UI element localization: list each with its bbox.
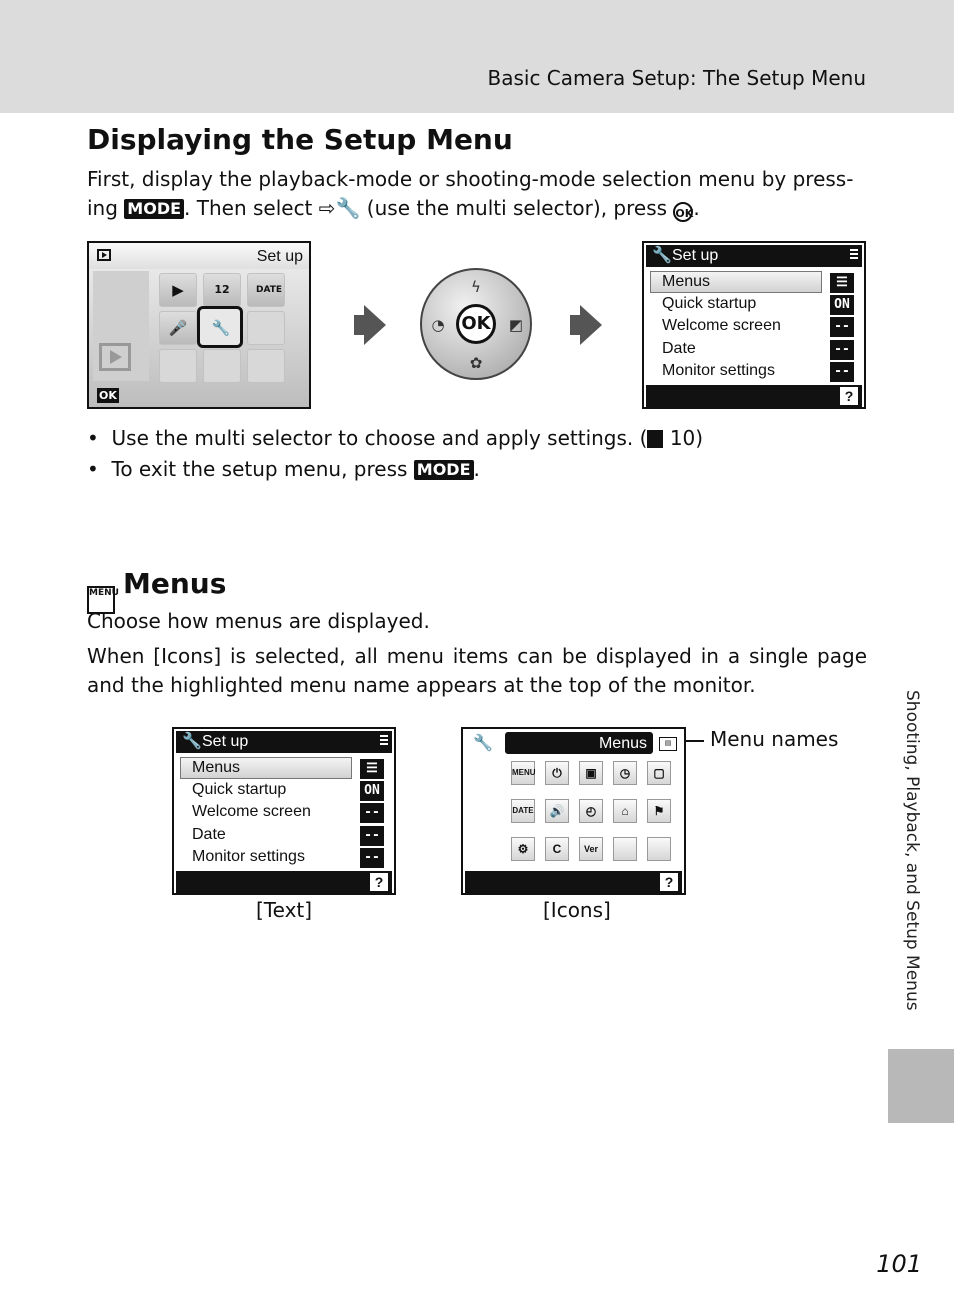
mode-selection-screen bbox=[87, 241, 311, 409]
caption-icons: [Icons] bbox=[543, 898, 611, 922]
intro-text: ing bbox=[87, 196, 125, 220]
help-icon[interactable]: ? bbox=[840, 387, 858, 405]
sound-icon-cell[interactable]: 🔊 bbox=[545, 799, 569, 823]
mode-button-icon: MODE bbox=[414, 460, 474, 480]
menu-value: -- bbox=[830, 317, 854, 337]
wrench-icon: 🔧 bbox=[652, 247, 672, 264]
ok-icon: OK bbox=[99, 389, 117, 402]
memory-icon-cell[interactable]: ⌂ bbox=[613, 799, 637, 823]
arrow-right-icon bbox=[580, 305, 602, 345]
version-icon-cell[interactable]: Ver bbox=[579, 837, 603, 861]
callout-menu-names: Menu names bbox=[710, 727, 839, 751]
mode-button-icon: MODE bbox=[124, 199, 184, 219]
menu-item-date[interactable]: Date bbox=[662, 340, 696, 357]
menu-value: ON bbox=[360, 781, 384, 801]
setup-wrench-icon: 🔧 bbox=[211, 319, 231, 337]
menu-titlebar bbox=[646, 245, 862, 267]
intro-line-1: First, display the playback-mode or shooting-mode selection menu by press- bbox=[87, 167, 854, 191]
large-playback-icon bbox=[99, 343, 131, 371]
empty-icon-cell bbox=[613, 837, 637, 861]
language-icon-cell[interactable]: ⚑ bbox=[647, 799, 671, 823]
menu-item-welcome-screen[interactable]: Welcome screen bbox=[192, 803, 311, 820]
menu-footer bbox=[176, 871, 392, 893]
menu-name: Menus bbox=[598, 735, 647, 752]
scroll-indicator-icon bbox=[380, 735, 388, 747]
menu-titlebar bbox=[176, 731, 392, 753]
page-reference-icon bbox=[647, 430, 663, 448]
bullet-text: Use the multi selector to choose and apply settings. ( bbox=[111, 426, 648, 450]
mode-cell-empty bbox=[203, 349, 241, 383]
menu-footer bbox=[646, 385, 862, 407]
list-icon: ☰ bbox=[360, 759, 384, 779]
intro-text: . Then select bbox=[184, 196, 319, 220]
multi-selector[interactable] bbox=[420, 268, 532, 380]
frame-icon-cell[interactable]: ▣ bbox=[579, 761, 603, 785]
mode-cell-voice[interactable] bbox=[159, 311, 197, 345]
reset-icon-cell[interactable]: C bbox=[545, 837, 569, 861]
screen-setup-label: Set up bbox=[256, 248, 303, 265]
calendar-icon: 12 bbox=[214, 283, 230, 296]
interface-icon-cell[interactable]: ⚙ bbox=[511, 837, 535, 861]
self-timer-icon: ◔ bbox=[431, 316, 445, 334]
menu-icon-cell[interactable]: MENU bbox=[511, 761, 535, 785]
setup-wrench-icon: ⇨🔧 bbox=[318, 196, 361, 220]
menu-title: Set up bbox=[202, 733, 249, 750]
playback-icon bbox=[97, 249, 111, 261]
date-icon-cell[interactable]: DATE bbox=[511, 799, 535, 823]
intro-paragraph bbox=[87, 165, 867, 223]
side-tab-label: Shooting, Playback, and Setup Menus bbox=[902, 690, 922, 1011]
menu-name-bar bbox=[505, 732, 653, 754]
wrench-icon: 🔧 bbox=[473, 735, 493, 752]
menu-value: ON bbox=[830, 295, 854, 315]
menu-value: -- bbox=[360, 826, 384, 846]
side-tab bbox=[888, 1049, 954, 1123]
mode-cell-calendar[interactable] bbox=[203, 273, 241, 307]
menu-item-date[interactable]: Date bbox=[192, 826, 226, 843]
menu-value: -- bbox=[360, 803, 384, 823]
menu-value: -- bbox=[360, 848, 384, 868]
menu-icon: ▤ bbox=[659, 737, 677, 751]
menu-item-quick-startup[interactable]: Quick startup bbox=[662, 295, 757, 312]
caption-text: [Text] bbox=[256, 898, 313, 922]
exposure-icon: ◩ bbox=[508, 316, 524, 334]
section-title-displaying-setup-menu: Displaying the Setup Menu bbox=[87, 123, 513, 156]
menu-footer bbox=[465, 871, 682, 893]
monitor-icon-cell[interactable]: ▢ bbox=[647, 761, 671, 785]
macro-icon: ✿ bbox=[469, 354, 483, 372]
running-header: Basic Camera Setup: The Setup Menu bbox=[487, 66, 866, 90]
callout-line bbox=[684, 740, 704, 742]
bullet-item: • Use the multi selector to choose and apply settings. ( 10) bbox=[87, 426, 704, 450]
setup-menu-screen bbox=[642, 241, 866, 409]
mode-cell-empty bbox=[159, 349, 197, 383]
header-band bbox=[0, 0, 954, 113]
intro-text: . bbox=[693, 196, 700, 220]
date-icon: DATE bbox=[256, 285, 283, 295]
auto-off-icon-cell[interactable]: ◴ bbox=[579, 799, 603, 823]
menu-item-quick-startup[interactable]: Quick startup bbox=[192, 781, 287, 798]
menu-icon: MENU bbox=[87, 586, 115, 614]
voice-memo-icon: 🎤 bbox=[168, 319, 188, 337]
scroll-indicator-icon bbox=[850, 249, 858, 261]
menu-value: -- bbox=[830, 340, 854, 360]
menus-description: Choose how menus are displayed. bbox=[87, 609, 430, 633]
bullet-item: • To exit the setup menu, press MODE . bbox=[87, 457, 480, 481]
menu-item-monitor-settings[interactable]: Monitor settings bbox=[662, 362, 775, 379]
arrow-right-icon bbox=[364, 305, 386, 345]
empty-icon-cell bbox=[647, 837, 671, 861]
wrench-icon: 🔧 bbox=[182, 733, 202, 750]
help-icon[interactable]: ? bbox=[370, 873, 388, 891]
ok-button-icon: OK bbox=[673, 202, 693, 222]
page-reference: 10) bbox=[669, 426, 704, 450]
text-menu-screen bbox=[172, 727, 396, 895]
menu-item-monitor-settings[interactable]: Monitor settings bbox=[192, 848, 305, 865]
menu-item-menus[interactable]: Menus bbox=[662, 273, 711, 290]
intro-line-2 bbox=[87, 194, 867, 223]
mode-cell-setup[interactable] bbox=[197, 306, 243, 348]
menu-item-menus[interactable]: Menus bbox=[192, 759, 241, 776]
menu-title: Set up bbox=[672, 247, 719, 264]
play-icon: ▶ bbox=[172, 281, 184, 299]
bullet-text: To exit the setup menu, press bbox=[111, 457, 414, 481]
icons-menu-screen bbox=[461, 727, 686, 895]
help-icon[interactable]: ? bbox=[660, 873, 678, 891]
page-number: 101 bbox=[876, 1250, 922, 1278]
ok-button[interactable]: OK bbox=[456, 304, 496, 344]
mode-cell-date[interactable] bbox=[247, 273, 285, 307]
mode-cell-empty bbox=[247, 311, 285, 345]
intro-text: (use the multi selector), press bbox=[360, 196, 674, 220]
menu-value: -- bbox=[830, 362, 854, 382]
menu-item-welcome-screen[interactable]: Welcome screen bbox=[662, 317, 781, 334]
menus-icons-description: When [Icons] is selected, all menu items can be displayed in a single page and the highlighted menu name appears at the top of the monitor. bbox=[87, 644, 867, 697]
mode-cell-playback[interactable] bbox=[159, 273, 197, 307]
flash-icon: ϟ bbox=[471, 278, 481, 296]
list-icon: ☰ bbox=[830, 273, 854, 293]
mode-cell-empty bbox=[247, 349, 285, 383]
section-title-text: Menus bbox=[123, 567, 227, 600]
bullet-text: . bbox=[473, 457, 480, 481]
power-icon-cell[interactable]: ⏻ bbox=[545, 761, 569, 785]
clock-icon-cell[interactable]: ◷ bbox=[613, 761, 637, 785]
